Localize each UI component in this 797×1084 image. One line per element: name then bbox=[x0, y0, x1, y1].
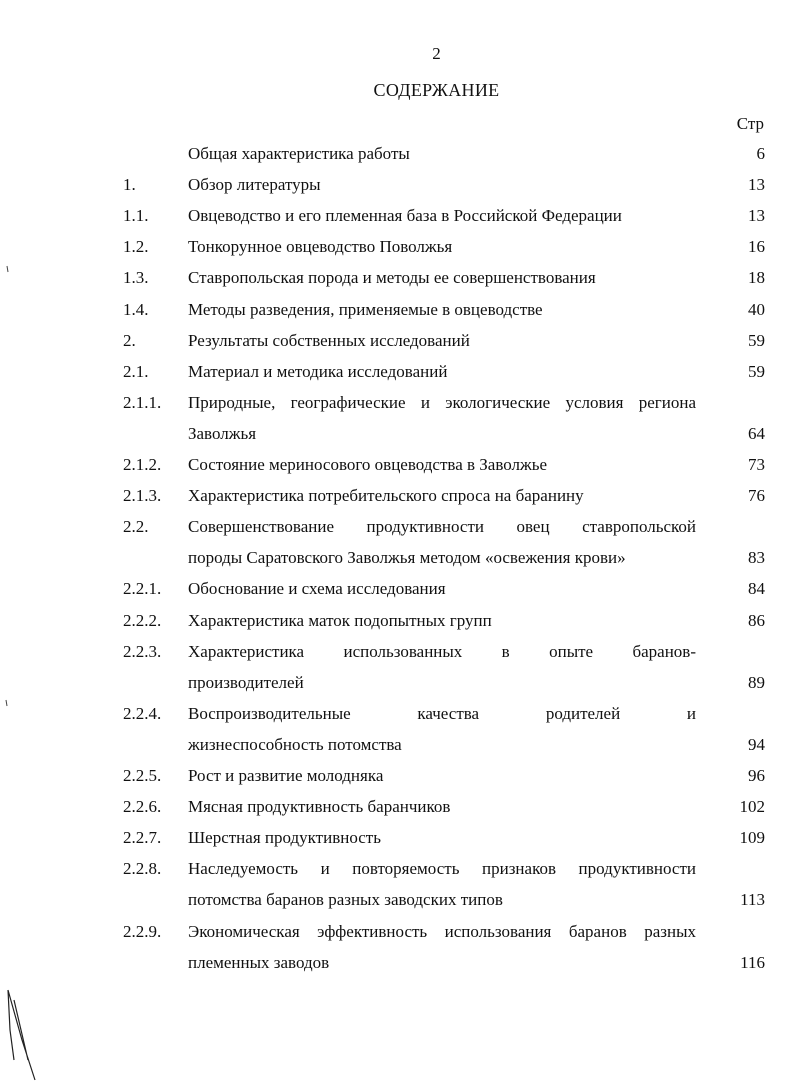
toc-entry bbox=[0, 356, 797, 387]
toc-entry bbox=[0, 698, 797, 760]
toc-entry-title: Характеристика маток подопытных групп bbox=[188, 610, 492, 630]
toc-entry-page: 13 bbox=[748, 206, 765, 226]
toc-entry-title: жизнеспособность потомства bbox=[188, 734, 402, 754]
toc-entry bbox=[0, 169, 797, 200]
toc-entry-number: 2.2.6. bbox=[123, 797, 162, 817]
toc-entry-page: 83 bbox=[748, 548, 765, 568]
toc-entry bbox=[0, 791, 797, 822]
toc-entry-number: 1. bbox=[123, 175, 136, 195]
toc-entry-number: 2.2.7. bbox=[123, 828, 162, 848]
toc-entry-number: 2.2.2. bbox=[123, 610, 162, 630]
pages-column-header: Стр bbox=[736, 114, 764, 133]
toc-entry-page: 96 bbox=[748, 766, 765, 785]
toc-entry-title: Обзор литературы bbox=[188, 175, 321, 195]
toc-entry bbox=[0, 231, 797, 262]
toc-entry bbox=[0, 262, 797, 293]
toc-entry-page: 109 bbox=[739, 828, 765, 848]
toc-entry-title: Общая характеристика работы bbox=[188, 144, 410, 163]
toc-entry-page: 59 bbox=[748, 361, 765, 381]
toc-entry-number: 2.2.5. bbox=[123, 766, 162, 785]
toc-entry bbox=[0, 636, 797, 698]
toc-entry bbox=[0, 916, 797, 978]
toc-entry-number: 2.1.2. bbox=[123, 455, 162, 474]
toc-entry bbox=[0, 138, 797, 169]
toc-entry bbox=[0, 573, 797, 604]
toc-entry-page: 89 bbox=[748, 672, 765, 692]
toc-entry bbox=[0, 480, 797, 511]
toc-entry-page: 76 bbox=[748, 486, 765, 506]
toc-entry-title: потомства баранов разных заводских типов bbox=[188, 890, 503, 910]
toc-entry-page: 73 bbox=[748, 455, 765, 474]
toc-entry-title: Рост и развитие молодняка bbox=[188, 766, 384, 785]
toc-entry-page: 40 bbox=[748, 299, 765, 319]
toc-entry-title: Заволжья bbox=[188, 423, 257, 443]
toc-entry-title: Овцеводство и его племенная база в Российской Федерации bbox=[188, 206, 622, 226]
toc-entry-page: 16 bbox=[748, 237, 765, 257]
toc-entry-page: 116 bbox=[740, 952, 765, 972]
toc-entry bbox=[0, 200, 797, 231]
toc-entry bbox=[0, 387, 797, 449]
toc-entry-title: Результаты собственных исследований bbox=[188, 330, 470, 350]
toc-entry-title: Шерстная продуктивность bbox=[188, 828, 381, 848]
toc-entry-number: 2.1. bbox=[123, 361, 149, 381]
toc-entry-number: 2.1.3. bbox=[123, 486, 162, 506]
toc-entry-number: 1.1. bbox=[123, 206, 149, 226]
toc-entry-page: 84 bbox=[748, 579, 765, 599]
toc-entry-title: Ставропольская порода и методы ее совершенствования bbox=[188, 268, 596, 288]
toc-entry bbox=[0, 511, 797, 573]
page-number: 2 bbox=[432, 44, 441, 63]
toc-entry-number: 2.2.1. bbox=[123, 579, 162, 599]
toc-entry-title: породы Саратовского Заволжья методом «освежения крови» bbox=[188, 548, 626, 568]
toc-entry-title: Воспроизводительные качества родителей и bbox=[188, 703, 696, 723]
toc-entry-page: 113 bbox=[740, 890, 765, 910]
toc-entry-number: 2.2.9. bbox=[123, 921, 162, 941]
toc-entry-number: 1.3. bbox=[123, 268, 149, 288]
toc-entry-number: 1.4. bbox=[123, 299, 149, 319]
toc-entry-page: 18 bbox=[748, 268, 765, 288]
toc-entry-page: 64 bbox=[748, 423, 765, 443]
toc-entry bbox=[0, 822, 797, 853]
toc-entry bbox=[0, 760, 797, 791]
toc-entry-title: Характеристика потребительского спроса на баранину bbox=[188, 486, 584, 506]
toc-entry-page: 102 bbox=[739, 797, 765, 817]
toc-entry-title: Совершенствование продуктивности овец ставропольской bbox=[188, 517, 696, 537]
toc-entry-number: 2.1.1. bbox=[123, 392, 162, 412]
toc-entry-title: Тонкорунное овцеводство Поволжья bbox=[188, 237, 453, 257]
toc-entry-title: Природные, географические и экологические условия региона bbox=[188, 392, 696, 412]
toc-entry-number: 2.2. bbox=[123, 517, 149, 537]
toc-entry bbox=[0, 449, 797, 480]
toc-entry-title: Состояние мериносового овцеводства в Заволжье bbox=[188, 455, 548, 474]
toc-entry bbox=[0, 853, 797, 915]
toc-entry-title: Экономическая эффективность использования баранов разных bbox=[188, 921, 696, 941]
scan-artifact-icon bbox=[0, 0, 60, 1084]
toc-entry-number: 2. bbox=[123, 330, 136, 350]
toc-entry bbox=[0, 605, 797, 636]
toc-entry-page: 86 bbox=[748, 610, 765, 630]
toc-entry bbox=[0, 294, 797, 325]
toc-entry-title: Методы разведения, применяемые в овцеводстве bbox=[188, 299, 543, 319]
toc-entry-title: Обоснование и схема исследования bbox=[188, 579, 446, 599]
toc-entry-page: 59 bbox=[748, 330, 765, 350]
toc-entry-title: племенных заводов bbox=[188, 952, 330, 972]
page-title: СОДЕРЖАНИЕ bbox=[373, 80, 500, 100]
toc-entry bbox=[0, 325, 797, 356]
toc-entry-title: Материал и методика исследований bbox=[188, 361, 448, 381]
toc-entry-page: 94 bbox=[748, 734, 765, 754]
toc-entry-number: 1.2. bbox=[123, 237, 149, 257]
toc-entry-title: Характеристика использованных в опыте баранов- bbox=[188, 641, 696, 661]
toc-entry-title: производителей bbox=[188, 672, 304, 692]
toc-entry-page: 6 bbox=[756, 144, 765, 163]
toc-entry-page: 13 bbox=[748, 175, 765, 195]
toc-entry-number: 2.2.4. bbox=[123, 703, 162, 723]
toc-entry-title: Мясная продуктивность баранчиков bbox=[188, 797, 451, 817]
toc-entry-title: Наследуемость и повторяемость признаков продуктивности bbox=[188, 859, 696, 879]
toc-entry-number: 2.2.3. bbox=[123, 641, 162, 661]
toc-entry-number: 2.2.8. bbox=[123, 859, 162, 879]
